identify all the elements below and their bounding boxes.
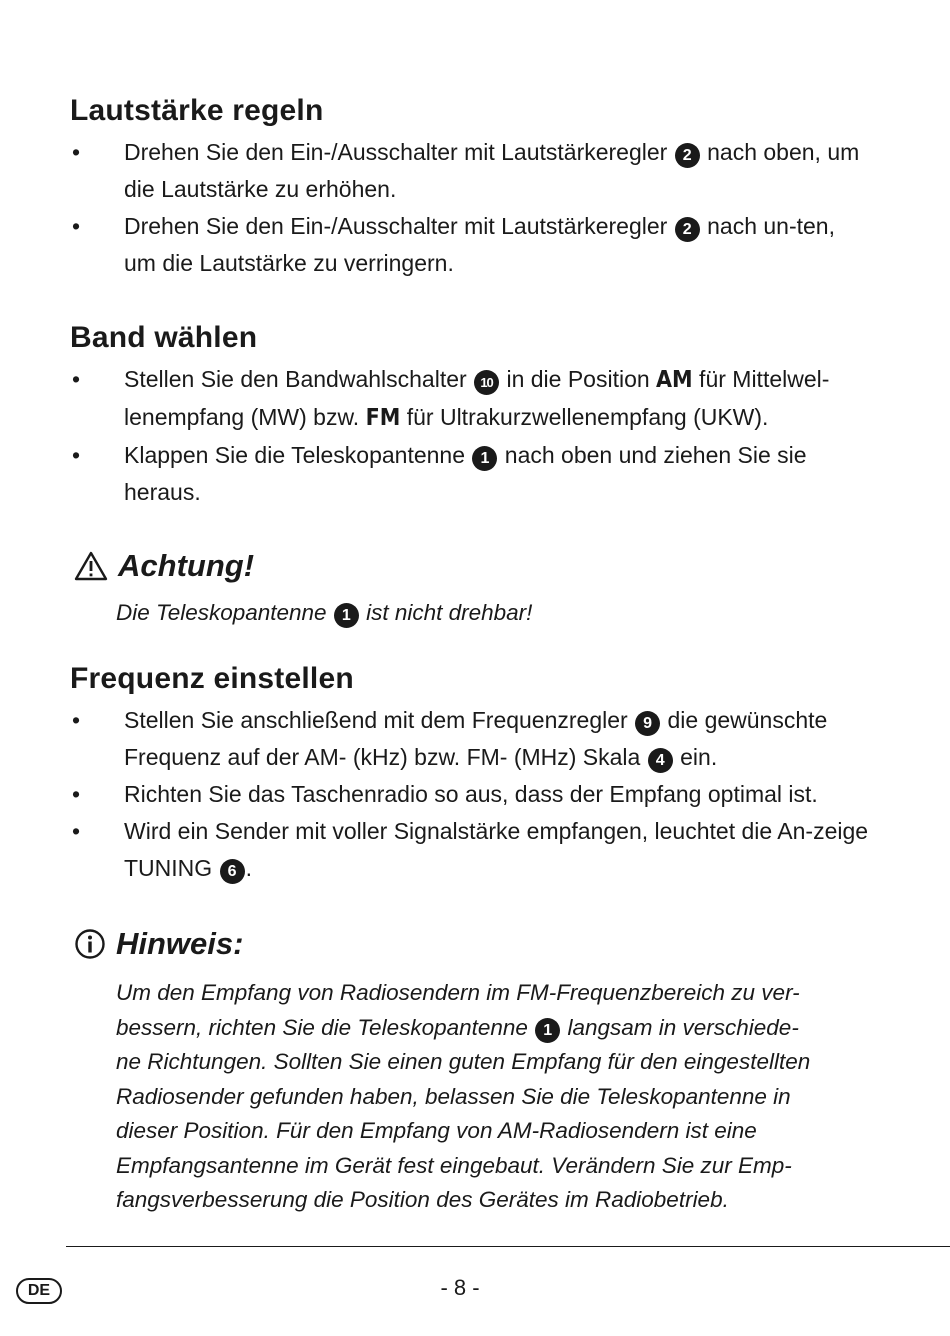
ref-number-badge: 1 [334,603,359,628]
section-title-volume: Lautstärke regeln [70,94,324,127]
list-item: • Klappen Sie die Teleskopantenne 1 nach oben und ziehen Sie sie heraus. [70,437,870,511]
ref-number-badge: 2 [675,217,700,242]
list-item: • Richten Sie das Taschenradio so aus, dass der Empfang optimal ist. [70,776,870,813]
ref-number-badge: 4 [648,748,673,773]
list-item: • Stellen Sie den Bandwahlschalter 10 in die Position AM für Mittelwel-lenempfang (MW) bzw. FM für Ultrakurzwellenempfang (UKW). [70,361,870,437]
ref-number-badge: 2 [675,143,700,168]
list-item: • Drehen Sie den Ein-/Ausschalter mit Lautstärkeregler 2 nach oben, um die Lautstärke zu erhöhen. [70,134,870,208]
section-title-frequency: Frequenz einstellen [70,662,354,695]
list-item: • Stellen Sie anschließend mit dem Frequenzregler 9 die gewünschte Frequenz auf der AM- (kHz) bzw. FM- (MHz) Skala 4 ein. [70,702,870,776]
ref-number-badge: 9 [635,711,660,736]
hint-line: ne Richtungen. Sollten Sie einen guten Empfang für den eingestellten [116,1049,811,1074]
position-code: FM [365,405,401,431]
hint-heading [74,926,243,962]
warning-title: Achtung! [118,548,255,583]
hint-line: bessern, richten Sie die Teleskopantenne 1 langsam in verschiede- [116,1011,876,1046]
hint-line: Um den Empfang von Radiosendern im FM-Frequenzbereich zu ver- [116,980,800,1005]
list-item: • Drehen Sie den Ein-/Ausschalter mit Lautstärkeregler 2 nach un-ten, um die Lautstärke zu verringern. [70,208,870,282]
info-icon [74,928,106,960]
hint-line: fangsverbesserung die Position des Gerätes im Radiobetrieb. [116,1187,729,1212]
bullet-list-frequency [70,702,870,887]
hint-title: Hinweis: [116,926,244,961]
warning-triangle-icon [74,551,108,581]
ref-number-badge: 10 [474,370,499,395]
language-badge: DE [16,1278,62,1304]
position-code: AM [656,367,693,393]
list-item: • Wird ein Sender mit voller Signalstärke empfangen, leuchtet die An-zeige TUNING 6 . [70,813,870,887]
page-number: - 8 - [440,1275,480,1300]
bullet-list-band [70,361,870,511]
bullet-list-volume [70,134,870,282]
footer-divider [66,1246,950,1247]
ref-number-badge: 1 [472,446,497,471]
warning-text: Die Teleskopantenne 1 ist nicht drehbar! [116,596,876,631]
hint-line: Empfangsantenne im Gerät fest eingebaut. Verändern Sie zur Emp- [116,1152,792,1178]
section-title-band: Band wählen [70,321,258,354]
hint-line: dieser Position. Für den Empfang von AM-Radiosendern ist eine [116,1118,757,1143]
ref-number-badge: 6 [220,859,245,884]
warning-heading [74,548,254,584]
hint-line: Radiosender gefunden haben, belassen Sie die Teleskopantenne in [116,1083,791,1109]
ref-number-badge: 1 [535,1018,560,1043]
hint-text [116,976,876,1218]
